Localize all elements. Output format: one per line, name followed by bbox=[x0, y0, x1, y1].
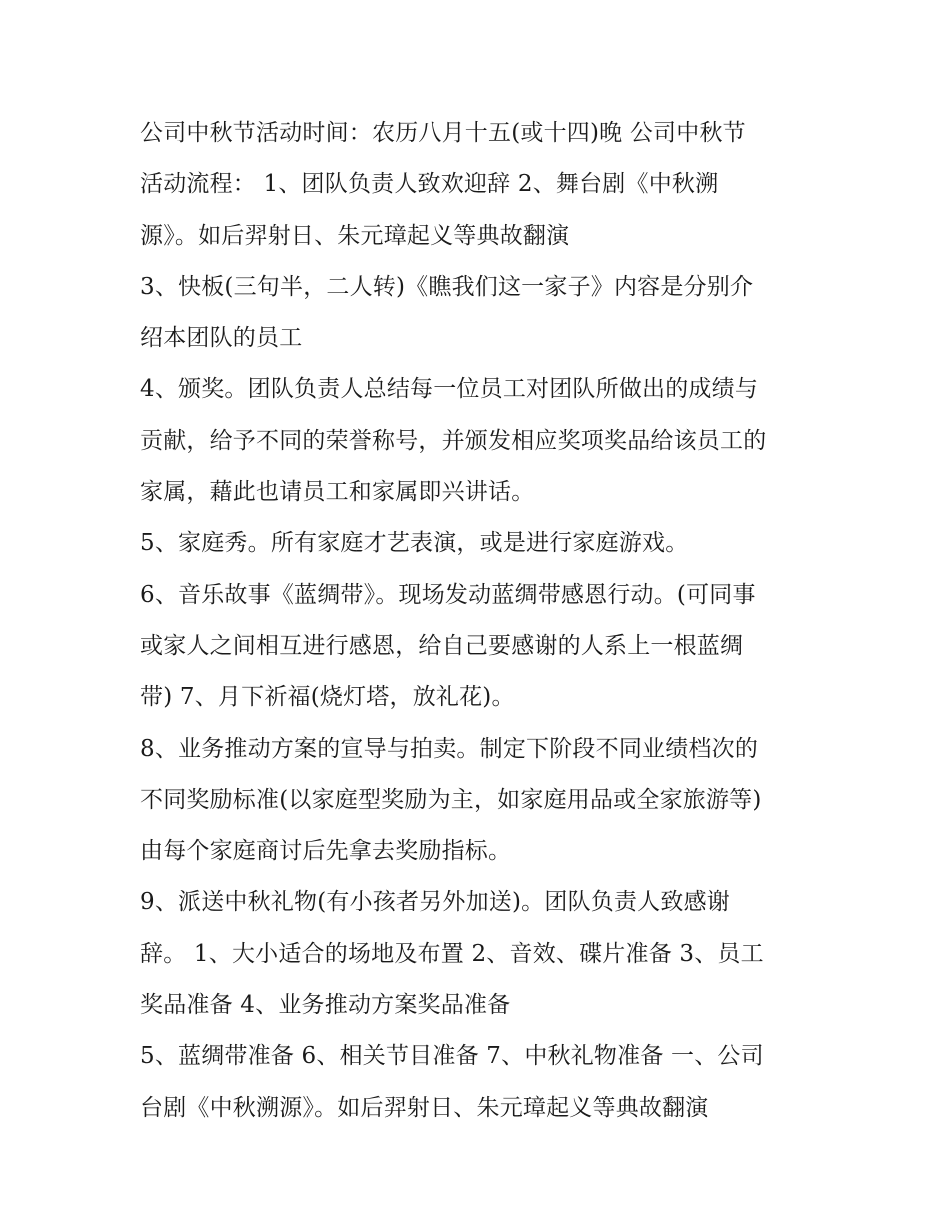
text-line: 3、快板(三句半，二人转)《瞧我们这一家子》内容是分别介 bbox=[140, 273, 754, 300]
text-line: 公司中秋节活动时间：农历八月十五(或十四)晚 公司中秋节 bbox=[140, 120, 746, 146]
text-line: 4、颁奖。团队负责人总结每一位员工对团队所做出的成绩与 bbox=[140, 376, 759, 403]
text-line: 不同奖励标准(以家庭型奖励为主，如家庭用品或全家旅游等) bbox=[140, 786, 762, 813]
text-line: 台剧《中秋溯源》。如后羿射日、朱元璋起义等典故翻演 bbox=[140, 1094, 709, 1121]
text-line: 8、业务推动方案的宣导与拍卖。制定下阶段不同业绩档次的 bbox=[140, 735, 759, 762]
document-body bbox=[140, 108, 840, 1134]
text-line: 源》。如后羿射日、朱元璋起义等典故翻演 bbox=[140, 222, 570, 249]
text-line: 奖品准备 4、业务推动方案奖品准备 bbox=[140, 992, 511, 1019]
text-line: 辞。 1、大小适合的场地及布置 2、音效、碟片准备 3、员工 bbox=[140, 940, 764, 967]
text-line: 活动流程： 1、团队负责人致欢迎辞 2、舞台剧《中秋溯 bbox=[140, 171, 719, 198]
text-line: 9、派送中秋礼物(有小孩者另外加送)。团队负责人致感谢 bbox=[140, 889, 730, 916]
text-line: 6、音乐故事《蓝绸带》。现场发动蓝绸带感恩行动。(可同事 bbox=[140, 581, 756, 608]
text-line: 绍本团队的员工 bbox=[140, 325, 303, 352]
text-line: 带) 7、月下祈福(烧灯塔，放礼花)。 bbox=[140, 684, 515, 711]
text-line: 或家人之间相互进行感恩，给自己要感谢的人系上一根蓝绸 bbox=[140, 632, 744, 659]
text-line: 5、蓝绸带准备 6、相关节目准备 7、中秋礼物准备 一、公司 bbox=[140, 1043, 764, 1070]
text-line: 5、家庭秀。所有家庭才艺表演，或是进行家庭游戏。 bbox=[140, 530, 689, 557]
text-line: 由每个家庭商讨后先拿去奖励指标。 bbox=[140, 838, 512, 865]
text-line: 贡献，给予不同的荣誉称号，并颁发相应奖项奖品给该员工的 bbox=[140, 427, 767, 454]
text-line: 家属，藉此也请员工和家属即兴讲话。 bbox=[140, 479, 535, 506]
